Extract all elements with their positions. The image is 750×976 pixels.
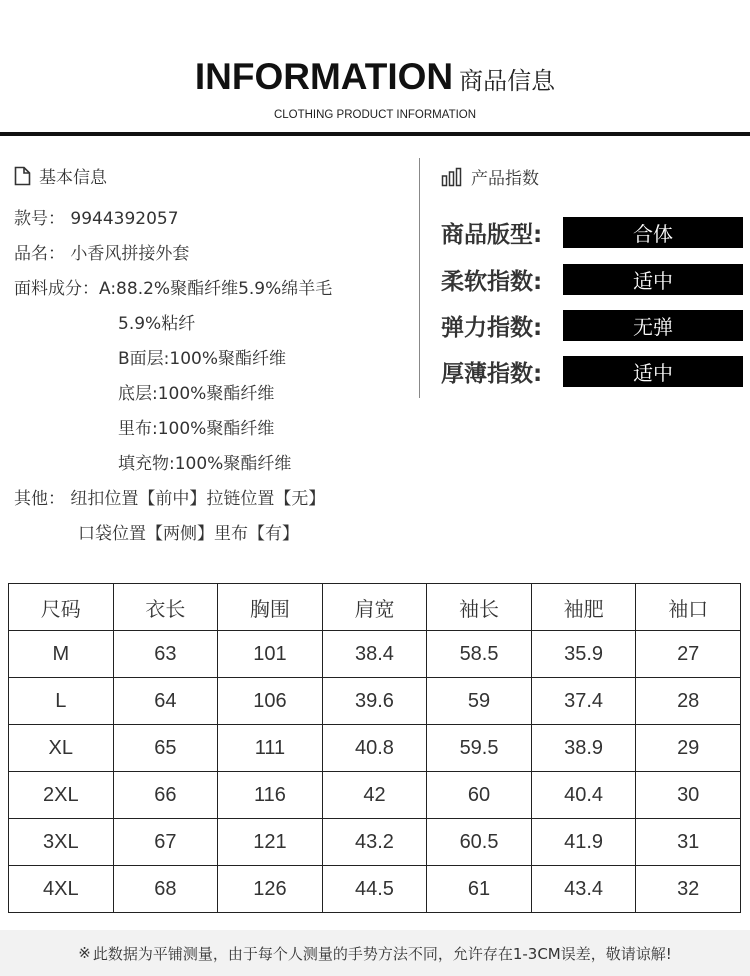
table-cell: 27	[636, 631, 741, 678]
reference-mark: ※	[78, 944, 91, 962]
table-cell: 126	[218, 866, 323, 913]
index-label: 商品版型:	[441, 221, 543, 248]
index-row-elasticity	[441, 309, 743, 341]
product-index-heading	[441, 164, 539, 189]
table-cell: 41.9	[531, 819, 636, 866]
table-cell: 58.5	[427, 631, 532, 678]
index-row-softness	[441, 263, 743, 295]
table-cell: 59.5	[427, 725, 532, 772]
table-cell: 2XL	[9, 772, 114, 819]
product-name: 品名： 小香风拼接外套	[14, 244, 190, 264]
table-cell: 68	[113, 866, 218, 913]
table-cell: 66	[113, 772, 218, 819]
table-cell: 111	[218, 725, 323, 772]
table-cell: 60	[427, 772, 532, 819]
table-cell: 28	[636, 678, 741, 725]
table-cell: 29	[636, 725, 741, 772]
table-header-cell: 袖长	[427, 584, 532, 631]
subtitle: CLOTHING PRODUCT INFORMATION	[273, 109, 477, 121]
size-table	[8, 583, 741, 913]
index-label: 厚薄指数:	[441, 360, 543, 387]
table-cell: L	[9, 678, 114, 725]
fabric-line: 5.9%粘纤	[118, 314, 196, 334]
table-header-cell: 胸围	[218, 584, 323, 631]
bar-chart-icon	[441, 167, 463, 187]
table-cell: 63	[113, 631, 218, 678]
index-row-fit	[441, 216, 743, 248]
index-label: 柔软指数:	[441, 268, 543, 295]
table-row	[9, 725, 741, 772]
table-cell: 32	[636, 866, 741, 913]
table-cell: 106	[218, 678, 323, 725]
fabric-line: 填充物:100%聚酯纤维	[118, 454, 292, 474]
table-cell: 31	[636, 819, 741, 866]
fabric-line: 底层:100%聚酯纤维	[118, 384, 275, 404]
style-number: 款号： 9944392057	[14, 209, 179, 229]
table-cell: 59	[427, 678, 532, 725]
index-label: 弹力指数:	[441, 314, 543, 341]
column-divider	[419, 158, 420, 398]
table-row	[9, 819, 741, 866]
table-cell: 60.5	[427, 819, 532, 866]
measurement-note	[0, 930, 750, 976]
table-cell: 42	[322, 772, 427, 819]
basic-info-title: 基本信息	[39, 168, 107, 188]
product-index-title: 产品指数	[471, 169, 539, 189]
table-cell: 64	[113, 678, 218, 725]
table-cell: 39.6	[322, 678, 427, 725]
table-row	[9, 866, 741, 913]
index-value: 适中	[563, 264, 743, 295]
table-cell: 35.9	[531, 631, 636, 678]
basic-info-heading	[14, 163, 107, 188]
table-cell: 67	[113, 819, 218, 866]
table-header-cell: 袖口	[636, 584, 741, 631]
table-cell: 61	[427, 866, 532, 913]
table-cell: 4XL	[9, 866, 114, 913]
table-row	[9, 631, 741, 678]
table-cell: 3XL	[9, 819, 114, 866]
index-value: 无弹	[563, 310, 743, 341]
table-cell: 116	[218, 772, 323, 819]
table-cell: 30	[636, 772, 741, 819]
table-header-cell: 衣长	[113, 584, 218, 631]
index-value: 适中	[563, 356, 743, 387]
fabric-line: B面层:100%聚酯纤维	[118, 349, 286, 369]
table-header-cell: 尺码	[9, 584, 114, 631]
table-header-cell: 肩宽	[322, 584, 427, 631]
index-value: 合体	[563, 217, 743, 248]
table-header-cell: 袖肥	[531, 584, 636, 631]
index-row-thickness	[441, 355, 743, 387]
table-cell: 40.4	[531, 772, 636, 819]
table-cell: 121	[218, 819, 323, 866]
table-cell: 38.9	[531, 725, 636, 772]
table-cell: 40.8	[322, 725, 427, 772]
fabric-composition: 面料成分：A:88.2%聚酯纤维5.9%绵羊毛	[14, 279, 333, 299]
table-cell: M	[9, 631, 114, 678]
table-cell: 65	[113, 725, 218, 772]
document-icon	[14, 166, 31, 186]
other-info-line: 口袋位置【两侧】里布【有】	[78, 524, 299, 544]
header	[0, 0, 750, 140]
table-row	[9, 772, 741, 819]
table-header-row	[9, 584, 741, 631]
table-row	[9, 678, 741, 725]
table-cell: 101	[218, 631, 323, 678]
measurement-note-text: 此数据为平铺测量，由于每个人测量的手势方法不同，允许存在1-3CM误差，敬请谅解!	[92, 944, 672, 963]
other-info: 其他： 纽扣位置【前中】拉链位置【无】	[14, 489, 326, 509]
title-cn: 商品信息	[459, 67, 556, 95]
table-cell: 43.4	[531, 866, 636, 913]
title-en: INFORMATION	[194, 56, 454, 97]
table-cell: 44.5	[322, 866, 427, 913]
table-cell: XL	[9, 725, 114, 772]
fabric-line: 里布:100%聚酯纤维	[118, 419, 275, 439]
header-rule	[0, 132, 750, 136]
table-cell: 38.4	[322, 631, 427, 678]
table-cell: 37.4	[531, 678, 636, 725]
title	[0, 56, 750, 98]
table-cell: 43.2	[322, 819, 427, 866]
